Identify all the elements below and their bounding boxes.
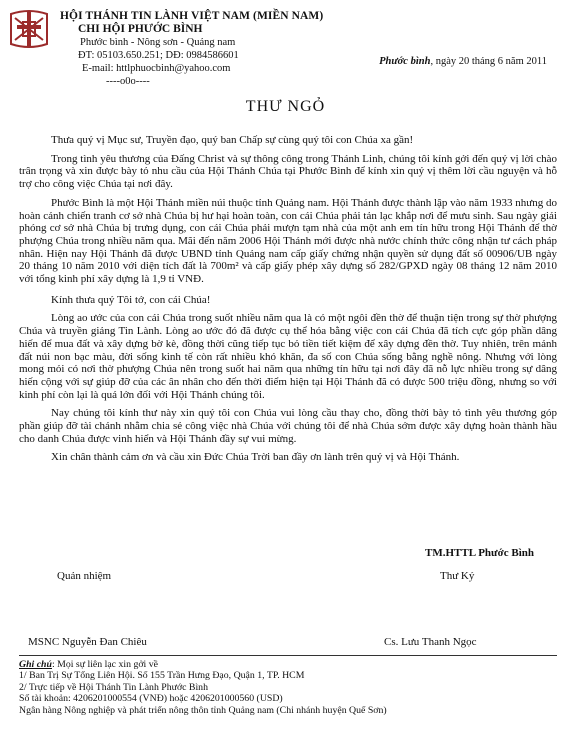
paragraph: Phước Bình là một Hội Thánh miền núi thuộc tỉnh Quảng nam. Hội Thánh được thành lập vào năm 1933 nhưng do hoàn cảnh chiến tranh cơ sở nhà Chúa bị hư hại hoàn toàn, con cái Chúa phải tản lạc khắp nơi để mưu sinh. Sau ngày giải phóng cơ sở nhà Chúa bị trưng dụng, con cái Chúa phải mượn tạm nhà của một anh em tín hữu trong Hội Thánh để thờ phượng Chúa trong nhiều năm qua. Mãi đến năm 2006 Hội Thánh mới được nhà nước chính thức công nhận tư cách pháp nhân. Hiện nay Hội Thánh đã được UBND tỉnh Quảng nam cấp giấy chứng nhận quyền sử dụng đất số 00906/UB ngày 20 tháng 10 năm 2010 với diện tích đất là 700m² và cấp giấy phép xây dựng số 282/GPXD ngày 08 tháng 12 năm 2010 với tổng kinh phí xây dựng là 1,9 tỉ VNĐ. <box>19 196 557 286</box>
separator: ----o0o---- <box>106 76 150 87</box>
note-line: Ngân hàng Nông nghiệp và phát triển nông thôn tỉnh Quảng nam (Chi nhánh huyện Quế Sơn) <box>19 704 387 716</box>
notes-header <box>19 659 559 670</box>
signer-right-role: Thư Ký <box>440 570 475 582</box>
notes-intro: : Mọi sự liên lạc xin gởi về <box>51 659 158 670</box>
date-text: , ngày 20 tháng 6 năm 2011 <box>430 56 547 67</box>
letterhead <box>60 10 350 88</box>
signer-left-role: Quản nhiệm <box>57 570 112 582</box>
paragraph: Lòng ao ước của con cái Chúa trong suốt nhiều năm qua là có một ngôi đền thờ để thuận tiện trong sự thờ phượng Chúa và truyền giảng Tin Lành. Lòng ao ước đó đã được cụ thể hóa bằng việc con cái Chúa đã tích cực góp phần dâng hiến để mua đất và xây dựng bờ kè, đồng thời cũng tiếp tục bỏ tiền tiết kiệm để xây dựng đền thờ. Tuy nhiên, trên mảnh đất núi non bạc màu, đời sống kinh tế còn rất nhiều khó khăn, đa số con Chúa sống bằng nghề nông. Nhưng với lòng mong mỏi có nơi thờ phượng Chúa nên trong suốt hai năm qua những tín hữu tại nơi đây đã nỗ lực nhiều trong sự dâng hiến cộng với sự giúp đỡ của các ân nhân cho đến thời điểm hiện tại Hội Thánh đã có được 500 triệu đồng, nhưng so với kinh phí còn lại là quá lớn đối với Hội Thánh chúng tôi. <box>19 312 557 401</box>
paragraph: Trong tình yêu thương của Đấng Christ và sự thông công trong Thánh Linh, chúng tôi kính gởi đến quý vị lời chào trân trọng và xin được bày tỏ nhu cầu của Hội Thánh Chúa tại Phước Bình để kính xin quý vị thêm lời cầu nguyện và hỗ trợ cho công việc Chúa tại nơi đây. <box>19 152 557 191</box>
paragraph: Xin chân thành cảm ơn và cầu xin Đức Chúa Trời ban đầy ơn lành trên quý vị và Hội Thánh. <box>51 451 460 464</box>
letter-title: THƯ NGỎ <box>245 98 326 115</box>
letter-body <box>19 134 557 470</box>
note-line: Số tài khoản: 4206201000554 (VNĐ) hoặc 4206201000560 (USD) <box>19 693 283 705</box>
greeting: Thưa quý vị Mục sư, Truyền đạo, quý ban Chấp sự cùng quý tôi con Chúa xa gần! <box>51 134 414 146</box>
note-line: 1/ Ban Trị Sự Tổng Liên Hội. Số 155 Trần Hưng Đạo, Quận 1, TP. HCM <box>19 670 305 682</box>
notes <box>19 659 559 716</box>
paragraph: Nay chúng tôi kính thư này xin quý tôi con Chúa vui lòng cầu thay cho, đồng thời bày tỏ tình yêu thương góp phần giúp đỡ tài chánh nhằm chia sẻ công việc nhà Chúa với chúng tôi để nhà Chúa sớm được xây dựng hoàn thành hầu cho danh Chúa được vinh hiển và Hội Thánh đầy sự vui mừng. <box>19 407 557 445</box>
phone: ĐT: 05103.650.251; DĐ: 0984586601 <box>78 50 239 61</box>
date-place: Phước bình <box>379 56 431 67</box>
branch-name: CHI HỘI PHƯỚC BÌNH <box>78 23 203 35</box>
signature-org: TM.HTTL Phước Bình <box>425 547 534 559</box>
church-logo-icon <box>7 8 51 50</box>
note-line: 2/ Trực tiếp về Hội Thánh Tin Lành Phước Bình <box>19 681 208 693</box>
signer-left-name: MSNC Nguyễn Đan Chiêu <box>28 636 147 648</box>
date-line <box>379 56 547 67</box>
org-name: HỘI THÁNH TIN LÀNH VIỆT NAM (MIỀN NAM) <box>60 10 324 22</box>
salutation: Kính thưa quý Tôi tớ, con cái Chúa! <box>51 293 211 306</box>
address: Phước bình - Nông sơn - Quảng nam <box>80 37 236 48</box>
divider <box>19 655 557 656</box>
signer-right-name: Cs. Lưu Thanh Ngọc <box>384 636 477 648</box>
notes-label: Ghi chú <box>19 659 52 670</box>
email: E-mail: httlphuocbinh@yahoo.com <box>82 63 231 74</box>
